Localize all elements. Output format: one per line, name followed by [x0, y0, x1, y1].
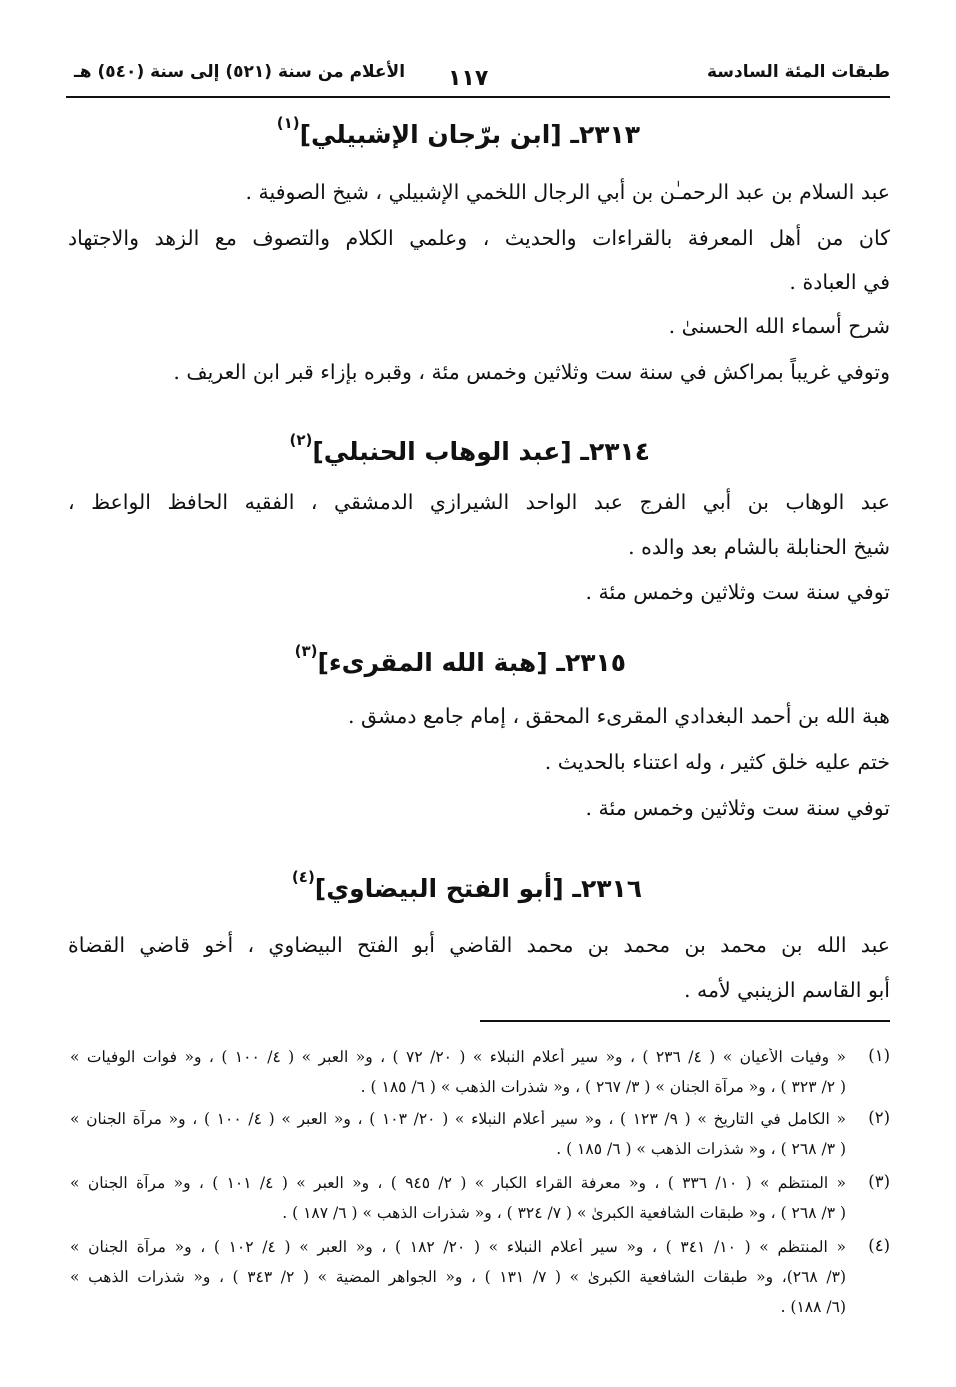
- footnote-line: « الكامل في التاريخ » ( ٩/ ١٢٣ ) ، و« سير أعلام النبلاء » ( ٢٠/ ١٠٣ ) ، و« العبر » ( ٤/ ١٠٠ ) ، و« مرآة الجنان »: [70, 1110, 846, 1128]
- entry-title-text: ٢٣١٣ـ [ابن برّجان الإشبيلي]: [299, 120, 640, 149]
- footnote-line: « وفيات الأعيان » ( ٤/ ٢٣٦ ) ، و« سير أعلام النبلاء » ( ٢٠/ ٧٢ ) ، و« العبر » ( ٤/ ١٠٠ ) ، و« فوات الوفيات »: [70, 1048, 846, 1066]
- entry-title: [276, 114, 640, 149]
- footnote-line: (٣/ ٢٦٨)، و« طبقات الشافعية الكبرىٰ » ( ٧/ ١٣١ ) ، و« الجواهر المضية » ( ٢/ ٣٤٣ ) ، و« شذرات الذهب »: [70, 1268, 846, 1286]
- entry-line: كان من أهل المعرفة بالقراءات والحديث ، وعلمي الكلام والتصوف مع الزهد والاجتهاد: [68, 226, 890, 250]
- entry-title-text: ٢٣١٥ـ [هبة الله المقرىء]: [317, 648, 626, 677]
- entry-line: هبة الله بن أحمد البغدادي المقرىء المحقق ، إمام جامع دمشق .: [347, 704, 890, 728]
- footnote-number: (١): [868, 1046, 890, 1065]
- entry-line: عبد السلام بن عبد الرحمـٰن بن أبي الرجال اللخمي الإشبيلي ، شيخ الصوفية .: [245, 180, 890, 204]
- footnote-number: (٢): [868, 1108, 890, 1127]
- running-header-range: الأعلام من سنة (٥٢١) إلى سنة (٥٤٠) هـ: [74, 62, 406, 82]
- footnote-line: « المنتظم » ( ١٠/ ٣٣٦ ) ، و« معرفة القراء الكبار » ( ٢/ ٩٤٥ ) ، و« العبر » ( ٤/ ١٠١ ) ، و« مرآة الجنان »: [70, 1174, 846, 1192]
- footnote-line: ( ٢/ ٣٢٣ ) ، و« مرآة الجنان » ( ٣/ ٢٦٧ ) ، و« شذرات الذهب » ( ٦/ ١٨٥ ) .: [360, 1078, 846, 1096]
- header-rule: [66, 96, 890, 98]
- entry-title: [291, 868, 642, 903]
- entry-line: عبد الله بن محمد بن محمد بن محمد القاضي أبو الفتح البيضاوي ، أخو قاضي القضاة: [68, 933, 890, 957]
- entry-line: في العبادة .: [789, 270, 890, 294]
- footnote-line: ( ٣/ ٢٦٨ ) ، و« طبقات الشافعية الكبرىٰ » ( ٧/ ٣٢٤ ) ، و« شذرات الذهب » ( ٦/ ١٨٧ ) .: [282, 1204, 846, 1222]
- footnote-number: (٣): [868, 1172, 890, 1191]
- page-number: ١١٧: [448, 66, 489, 91]
- footnote-marker: (٣): [294, 642, 318, 660]
- entry-line: شيخ الحنابلة بالشام بعد والده .: [628, 535, 890, 559]
- footnote-marker: (١): [276, 114, 300, 132]
- footnote-rule: [480, 1020, 890, 1022]
- entry-line: شرح أسماء الله الحسنىٰ .: [668, 314, 890, 338]
- footnote-line: (٦/ ١٨٨) .: [780, 1298, 846, 1316]
- footnote-line: ( ٣/ ٢٦٨ ) ، و« شذرات الذهب » ( ٦/ ١٨٥ ) .: [556, 1140, 846, 1158]
- entry-line: عبد الوهاب بن أبي الفرج عبد الواحد الشيرازي الدمشقي ، الفقيه الحافظ الواعظ ،: [68, 490, 890, 514]
- entry-line: وتوفي غريباً بمراكش في سنة ست وثلاثين وخمس مئة ، وقبره بإزاء قبر ابن العريف .: [173, 360, 890, 384]
- entry-title: [294, 642, 626, 677]
- entry-line: توفي سنة ست وثلاثين وخمس مئة .: [585, 796, 890, 820]
- entry-title: [289, 431, 650, 466]
- entry-title-text: ٢٣١٤ـ [عبد الوهاب الحنبلي]: [312, 437, 650, 466]
- footnote-line: « المنتظم » ( ١٠/ ٣٤١ ) ، و« سير أعلام النبلاء » ( ٢٠/ ١٨٢ ) ، و« العبر » ( ٤/ ١٠٢ ) ، و« مرآة الجنان »: [70, 1238, 846, 1256]
- entry-title-text: ٢٣١٦ـ [أبو الفتح البيضاوي]: [314, 874, 642, 903]
- footnote-marker: (٤): [291, 868, 315, 886]
- entry-line: توفي سنة ست وثلاثين وخمس مئة .: [585, 580, 890, 604]
- footnote-number: (٤): [868, 1236, 890, 1255]
- entry-line: ختم عليه خلق كثير ، وله اعتناء بالحديث .: [544, 750, 890, 774]
- entry-line: أبو القاسم الزينبي لأمه .: [683, 978, 890, 1002]
- footnote-marker: (٢): [289, 431, 313, 449]
- running-header-section: طبقات المئة السادسة: [707, 62, 890, 82]
